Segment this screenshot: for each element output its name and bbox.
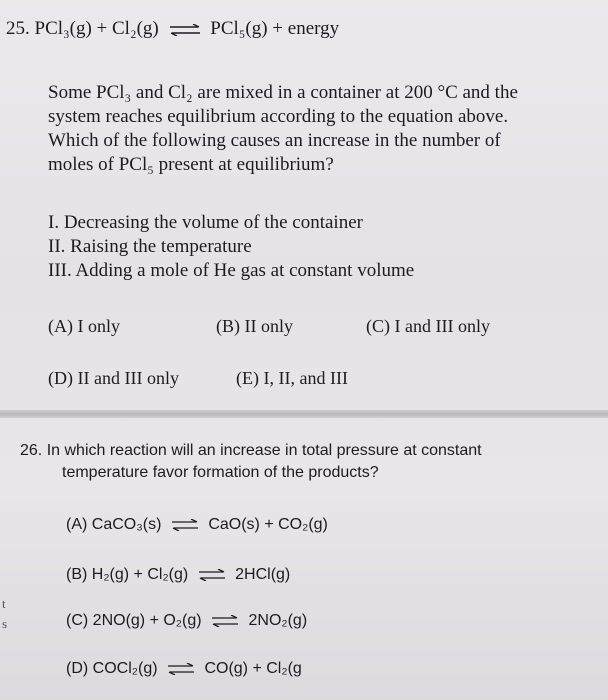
- q26-choice-a[interactable]: [66, 516, 328, 534]
- q25-stem-line: moles of PCl₅ present at equilibrium?: [48, 154, 334, 175]
- choice-label: (A): [66, 516, 88, 533]
- q25-reaction-right: PCl₅(g) + energy: [210, 18, 340, 39]
- margin-mark: s: [2, 616, 8, 631]
- q25-header: [6, 18, 339, 40]
- q26-choice-c[interactable]: [66, 612, 307, 630]
- q26-stem-line: [20, 442, 482, 460]
- page-fold-divider: [0, 410, 608, 418]
- q25-statement-3: III. Adding a mole of He gas at constant volume: [48, 260, 415, 281]
- reaction-right: CO(g) + Cl₂(g: [204, 660, 302, 677]
- choice-label: (C): [66, 612, 89, 629]
- reaction-left: 2NO(g) + O₂(g): [92, 612, 202, 629]
- reaction-left: COCl₂(g): [92, 660, 158, 677]
- q25-choice-b[interactable]: (B) II only: [216, 316, 293, 336]
- q25-choice-c[interactable]: (C) I and III only: [366, 316, 490, 336]
- q25-reaction-left: PCl₃(g) + Cl₂(g): [34, 18, 159, 39]
- q25-choice-d[interactable]: (D) II and III only: [48, 368, 179, 388]
- q25-stem-line: system reaches equilibrium according to the equation above.: [48, 106, 509, 127]
- equilibrium-arrows-icon: [197, 569, 227, 581]
- equilibrium-arrows-icon: [166, 663, 196, 675]
- q25-statement-2: II. Raising the temperature: [48, 236, 252, 257]
- equilibrium-arrows-icon: [170, 519, 200, 531]
- reaction-left: CaCO₃(s): [91, 516, 162, 533]
- q25-choice-a[interactable]: (A) I only: [48, 316, 120, 336]
- reaction-left: H₂(g) + Cl₂(g): [91, 566, 189, 583]
- q25-choice-e[interactable]: (E) I, II, and III: [236, 368, 348, 388]
- equilibrium-arrows-icon: [168, 24, 202, 36]
- margin-mark: t: [2, 596, 6, 611]
- equilibrium-arrows-icon: [210, 615, 240, 627]
- q25-number: 25.: [6, 18, 30, 39]
- reaction-right: 2HCl(g): [235, 566, 291, 583]
- choice-label: (B): [66, 566, 88, 583]
- q26-stem-text: In which reaction will an increase in total pressure at constant: [46, 442, 482, 459]
- choice-label: (D): [66, 660, 89, 677]
- q25-statement-1: I. Decreasing the volume of the container: [48, 212, 363, 233]
- reaction-right: CaO(s) + CO₂(g): [208, 516, 328, 533]
- q26-stem-line: temperature favor formation of the products?: [62, 464, 379, 481]
- q26-choice-b[interactable]: [66, 566, 290, 584]
- q26-number: 26.: [20, 442, 43, 459]
- q25-stem-line: Which of the following causes an increase in the number of: [48, 130, 501, 151]
- q26-choice-d[interactable]: [66, 660, 302, 678]
- q25-stem-line: Some PCl₃ and Cl₂ are mixed in a container at 200 °C and the: [48, 82, 518, 103]
- reaction-right: 2NO₂(g): [248, 612, 308, 629]
